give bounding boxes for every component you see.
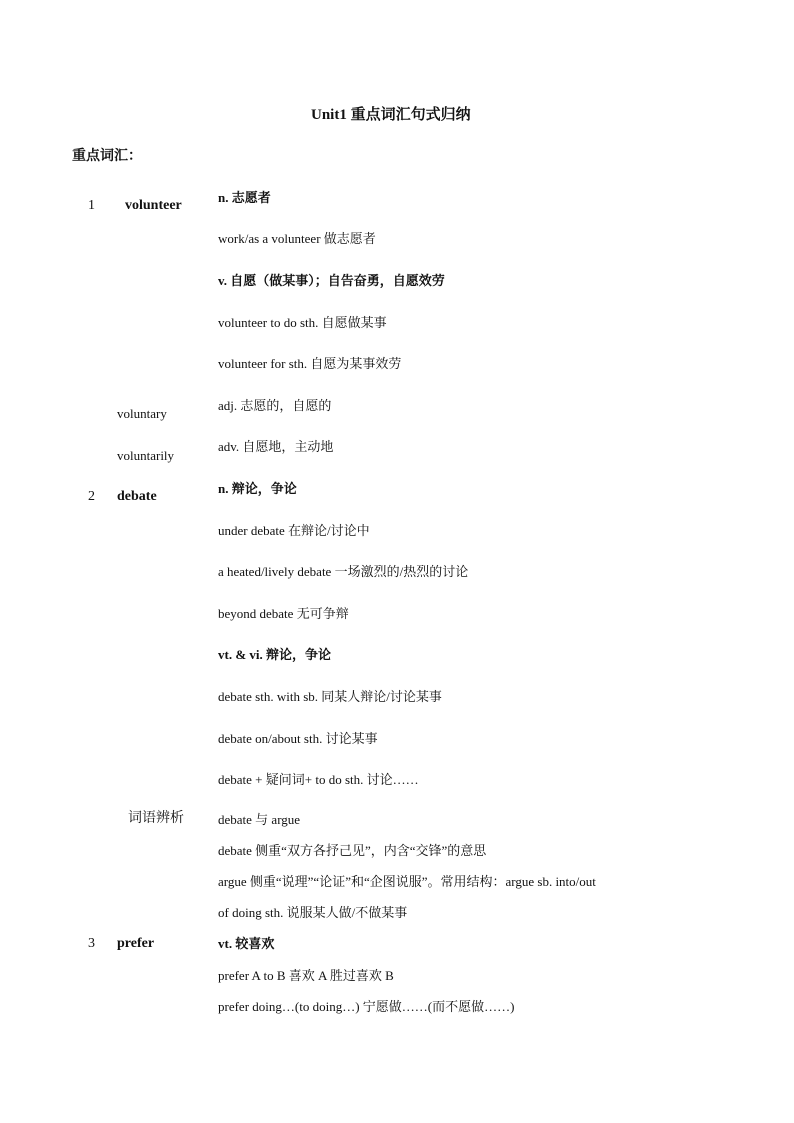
entry-line: debate 与 argue: [218, 812, 301, 827]
entry-line: volunteer to do sth. 自愿做某事: [218, 315, 387, 330]
entry-word: volunteer: [125, 198, 182, 213]
entry-line: of doing sth. 说服某人做/不做某事: [218, 905, 408, 920]
entry-line: under debate 在辩论/讨论中: [218, 523, 370, 538]
entry-line: argue 侧重“说理”“论证”和“企图说服”。常用结构：argue sb. into/out: [218, 874, 596, 889]
entry-line: v. 自愿（做某事）；自告奋勇，自愿效劳: [218, 273, 445, 288]
entry-line: adv. 自愿地，主动地: [218, 439, 334, 454]
entry-line: volunteer for sth. 自愿为某事效劳: [218, 356, 402, 371]
entry-line: prefer A to B 喜欢 A 胜过喜欢 B: [218, 968, 394, 983]
entry-line: n. 辩论，争论: [218, 481, 297, 496]
entry-number: 3: [88, 936, 95, 951]
entry-line: n. 志愿者: [218, 190, 271, 205]
entry-line: beyond debate 无可争辩: [218, 606, 349, 621]
entry-number: 2: [88, 489, 95, 504]
note-label: 词语辨析: [128, 811, 184, 826]
entry-line: work/as a volunteer 做志愿者: [218, 231, 376, 246]
entry-line: debate sth. with sb. 同某人辩论/讨论某事: [218, 689, 442, 704]
entry-line: adj. 志愿的，自愿的: [218, 398, 332, 413]
derivative-word: voluntarily: [117, 448, 175, 463]
entry-line: debate + 疑问词+ to do sth. 讨论……: [218, 772, 419, 787]
entry-word: debate: [117, 489, 157, 504]
entry-word: prefer: [117, 936, 155, 951]
entry-number: 1: [88, 198, 95, 213]
page-title: Unit1 重点词汇句式归纳: [311, 107, 471, 123]
entry-line: a heated/lively debate 一场激烈的/热烈的讨论: [218, 564, 469, 579]
entry-line: vt. & vi. 辩论，争论: [218, 647, 332, 662]
entry-line: prefer doing…(to doing…) 宁愿做……(而不愿做……): [218, 999, 515, 1014]
entry-line: debate on/about sth. 讨论某事: [218, 731, 378, 746]
entry-line: vt. 较喜欢: [218, 936, 275, 951]
entry-line: debate 侧重“双方各抒己见”，内含“交锋”的意思: [218, 843, 487, 858]
derivative-word: voluntary: [117, 406, 167, 421]
section-label: 重点词汇：: [72, 149, 142, 164]
